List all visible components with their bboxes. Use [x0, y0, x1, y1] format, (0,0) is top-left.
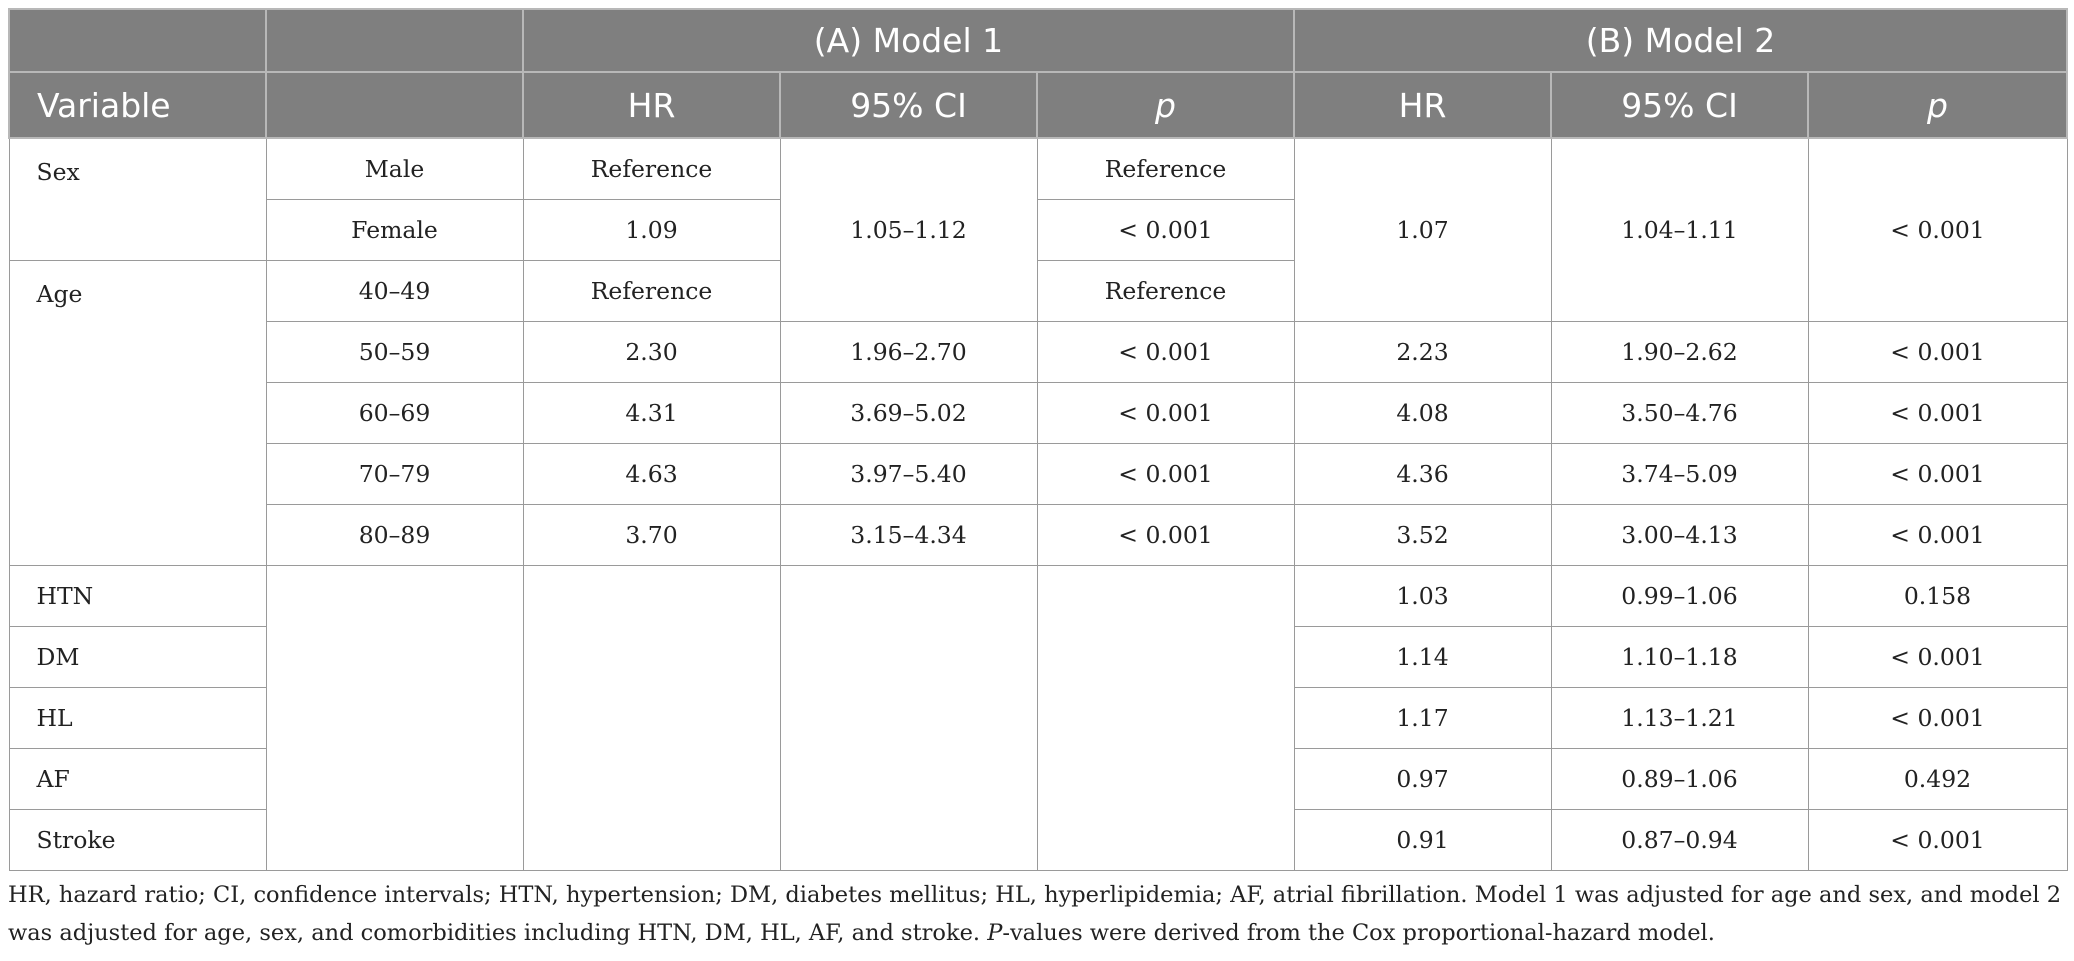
table-row — [9, 383, 2067, 444]
table-row — [9, 322, 2067, 383]
m1-sex-ci: 1.05–1.12 — [780, 138, 1037, 322]
header-ci-model-2: 95% CI — [1551, 72, 1808, 138]
m2-htn-ci: 0.99–1.06 — [1551, 566, 1808, 627]
table-row — [9, 566, 2067, 627]
level-age-50: 50–59 — [266, 322, 523, 383]
m2-age80-ci: 3.00–4.13 — [1551, 505, 1808, 566]
header-empty-cell — [9, 9, 266, 72]
m2-hl-hr: 1.17 — [1294, 688, 1551, 749]
header-row-models — [9, 9, 2067, 72]
header-p-model-2: p — [1808, 72, 2067, 138]
m2-dm-p: < 0.001 — [1808, 627, 2067, 688]
m1-age60-hr: 4.31 — [523, 383, 780, 444]
m1-age70-hr: 4.63 — [523, 444, 780, 505]
m1-age60-ci: 3.69–5.02 — [780, 383, 1037, 444]
variable-stroke: Stroke — [9, 810, 266, 871]
m1-age80-hr: 3.70 — [523, 505, 780, 566]
level-male: Male — [266, 138, 523, 200]
m2-age60-p: < 0.001 — [1808, 383, 2067, 444]
m1-age80-p: < 0.001 — [1037, 505, 1294, 566]
m2-dm-hr: 1.14 — [1294, 627, 1551, 688]
m2-htn-p: 0.158 — [1808, 566, 2067, 627]
m2-htn-hr: 1.03 — [1294, 566, 1551, 627]
m1-age70-p: < 0.001 — [1037, 444, 1294, 505]
m1-age80-ci: 3.15–4.34 — [780, 505, 1037, 566]
m2-af-hr: 0.97 — [1294, 749, 1551, 810]
header-p-model-1: p — [1037, 72, 1294, 138]
m2-dm-ci: 1.10–1.18 — [1551, 627, 1808, 688]
footnote-text-2: -values were derived from the Cox proportional-hazard model. — [1002, 920, 1715, 946]
header-model-2: (B) Model 2 — [1294, 9, 2067, 72]
m2-age60-ci: 3.50–4.76 — [1551, 383, 1808, 444]
m1-age40-hr: Reference — [523, 261, 780, 322]
results-table-container — [8, 8, 2066, 871]
m1-male-hr: Reference — [523, 138, 780, 200]
m1-age50-hr: 2.30 — [523, 322, 780, 383]
m2-age70-hr: 4.36 — [1294, 444, 1551, 505]
m2-age70-p: < 0.001 — [1808, 444, 2067, 505]
header-hr-model-1: HR — [523, 72, 780, 138]
m1-female-p: < 0.001 — [1037, 200, 1294, 261]
header-empty-cell — [266, 9, 523, 72]
level-age-70: 70–79 — [266, 444, 523, 505]
table-footnote — [8, 876, 2066, 952]
footnote-text-1: HR, hazard ratio; CI, confidence intervals; HTN, hypertension; DM, diabetes mellitus; HL, hyperlipidemia; AF, atrial fibrillation. Model 1 was adjusted for age and sex, and model 2 was adjusted for age, sex, and comorbidities including HTN, DM, HL, AF, and stroke. — [8, 882, 2062, 946]
m1-age70-ci: 3.97–5.40 — [780, 444, 1037, 505]
m1-age50-ci: 1.96–2.70 — [780, 322, 1037, 383]
m2-stroke-ci: 0.87–0.94 — [1551, 810, 1808, 871]
m2-age50-p: < 0.001 — [1808, 322, 2067, 383]
empty-m1-hr-cell — [523, 566, 780, 871]
level-age-60: 60–69 — [266, 383, 523, 444]
m2-hl-p: < 0.001 — [1808, 688, 2067, 749]
header-ci-model-1: 95% CI — [780, 72, 1037, 138]
variable-af: AF — [9, 749, 266, 810]
m1-age40-p: Reference — [1037, 261, 1294, 322]
table-row — [9, 505, 2067, 566]
m2-age50-ci: 1.90–2.62 — [1551, 322, 1808, 383]
m2-hl-ci: 1.13–1.21 — [1551, 688, 1808, 749]
empty-m1-ci-cell — [780, 566, 1037, 871]
header-row-columns — [9, 72, 2067, 138]
m2-age80-hr: 3.52 — [1294, 505, 1551, 566]
m2-sex-ci: 1.04–1.11 — [1551, 138, 1808, 322]
m2-age80-p: < 0.001 — [1808, 505, 2067, 566]
header-model-1: (A) Model 1 — [523, 9, 1294, 72]
header-hr-model-2: HR — [1294, 72, 1551, 138]
m2-age70-ci: 3.74–5.09 — [1551, 444, 1808, 505]
variable-sex: Sex — [9, 138, 266, 261]
header-empty-cell — [266, 72, 523, 138]
m1-age60-p: < 0.001 — [1037, 383, 1294, 444]
empty-m1-p-cell — [1037, 566, 1294, 871]
m2-stroke-p: < 0.001 — [1808, 810, 2067, 871]
m2-af-ci: 0.89–1.06 — [1551, 749, 1808, 810]
variable-htn: HTN — [9, 566, 266, 627]
variable-dm: DM — [9, 627, 266, 688]
m2-age50-hr: 2.23 — [1294, 322, 1551, 383]
table-row — [9, 444, 2067, 505]
m2-age60-hr: 4.08 — [1294, 383, 1551, 444]
level-female: Female — [266, 200, 523, 261]
level-age-80: 80–89 — [266, 505, 523, 566]
m1-age50-p: < 0.001 — [1037, 322, 1294, 383]
footnote-p-italic: P — [987, 920, 1003, 946]
variable-age: Age — [9, 261, 266, 566]
m1-female-hr: 1.09 — [523, 200, 780, 261]
variable-hl: HL — [9, 688, 266, 749]
table-row — [9, 138, 2067, 200]
hazard-ratio-table — [8, 8, 2068, 871]
m2-stroke-hr: 0.91 — [1294, 810, 1551, 871]
header-variable: Variable — [9, 72, 266, 138]
m2-af-p: 0.492 — [1808, 749, 2067, 810]
m2-sex-hr: 1.07 — [1294, 138, 1551, 322]
empty-level-cell — [266, 566, 523, 871]
m1-male-p: Reference — [1037, 138, 1294, 200]
m2-sex-p: < 0.001 — [1808, 138, 2067, 322]
level-age-40: 40–49 — [266, 261, 523, 322]
